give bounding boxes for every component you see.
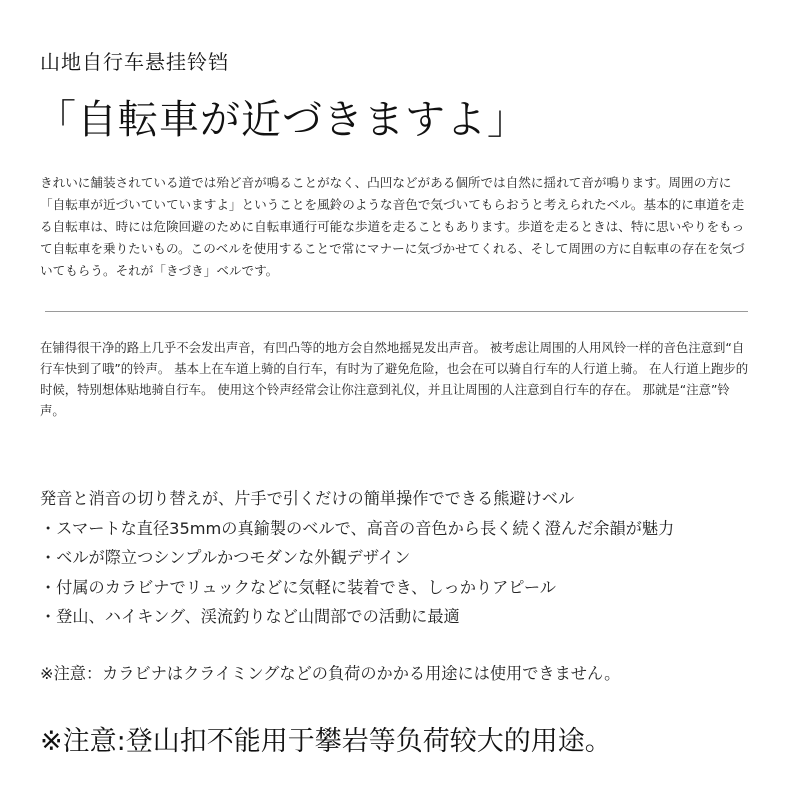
description-chinese: 在铺得很干净的路上几乎不会发出声音，有凹凸等的地方会自然地摇晃发出声音。 被考虑让周围的人用风铃一样的音色注意到“自行车快到了哦”的铃声。 基本上在车道上骑的自行车，有时为了避免危险，也会在可以骑自行车的人行道上骑。 在人行道上跑步的时候，特别想体贴地骑自行车。 使用这个铃声经常会让你注意到礼仪，并且让周围的人注意到自行车的存在。 那就是“注意”铃声。 [40,340,749,418]
description-japanese: きれいに舗装されている道では殆ど音が鳴ることがなく、凸凹などがある個所では自然に揺れて音が鳴ります。周囲の方に「自転車が近づいていていますよ」ということを風鈴のような音色で気づいてもらおうと考えられたベル。基本的に車道を走る自転車は、時には危険回避のために自転車通行可能な歩道を走ることもあります。歩道を走るときは、特に思いやりをもって自転車を乗りたいもの。このベルを使用することで常にマナーに気づかせてくれる、そして周囲の方に自転車の存在を気づいてもらう。それが「きづき」ベルです。 [40,175,745,278]
feature-item: ・ベルが際立つシンプルかつモダンな外観デザイン [40,548,411,567]
feature-list [40,484,770,632]
product-subtitle: 山地自行车悬挂铃铛 [40,50,229,74]
caution-note-japanese: ※注意：カラビナはクライミングなどの負荷のかかる用途には使用できません。 [40,664,621,683]
feature-item: ・スマートな直径35mmの真鍮製のベルで、高音の音色から長く続く澄んだ余韻が魅力 [40,518,675,538]
feature-item: 発音と消音の切り替えが、片手で引くだけの簡単操作でできる熊避けベル [40,489,575,508]
feature-item: ・付属のカラビナでリュックなどに気軽に装着でき、しっかりアピール [40,577,556,597]
headline: 「自転車が近づきますよ」 [36,97,528,143]
feature-item: ・登山、ハイキング、渓流釣りなど山間部での活動に最適 [40,607,460,626]
section-divider [45,311,748,312]
caution-note-chinese: ※注意:登山扣不能用于攀岩等负荷较大的用途。 [40,726,612,757]
